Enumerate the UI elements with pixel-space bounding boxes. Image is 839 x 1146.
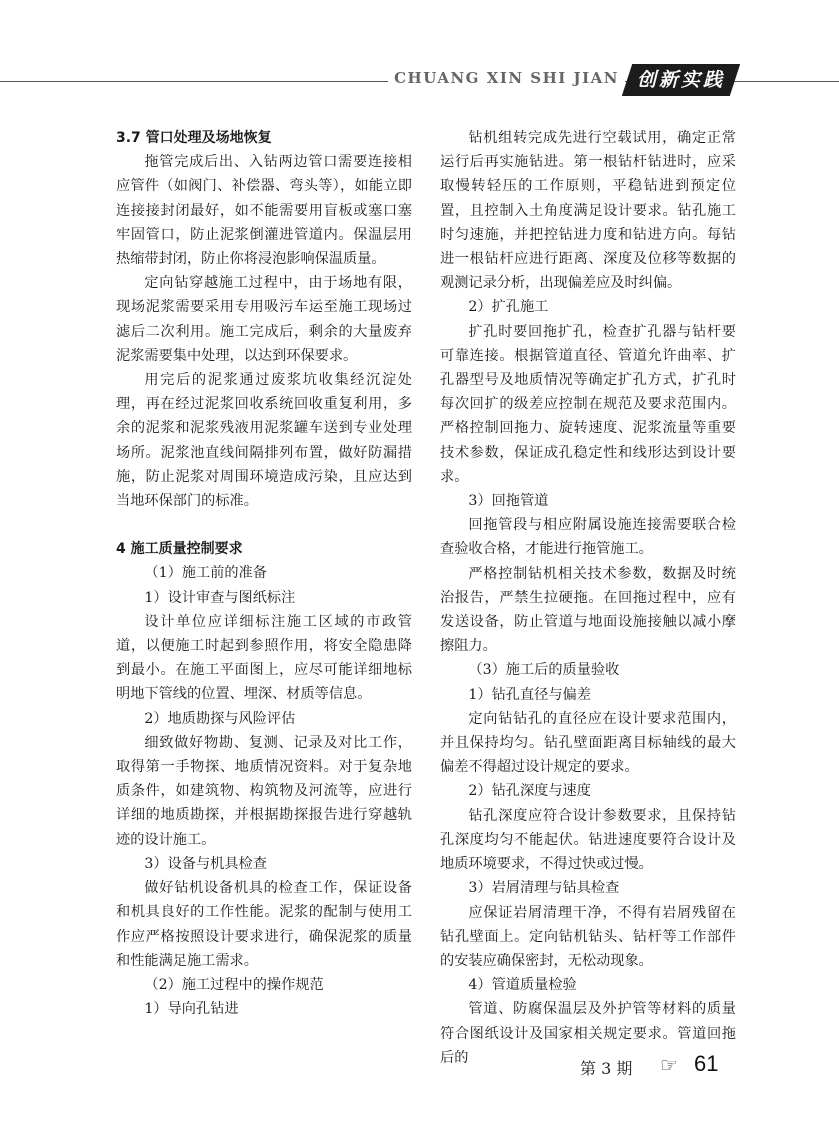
section-heading: 3.7 管口处理及场地恢复 — [116, 130, 272, 146]
body-paragraph: 应保证岩屑清理干净，不得有岩屑残留在钻孔壁面上。定向钻机钻头、钻杆等工作部件的安装应确保密封，无松动现象。 — [440, 904, 736, 969]
body-paragraph: 回拖管段与相应附属设施连接需要联合检查验收合格，才能进行拖管施工。 — [440, 517, 736, 558]
body-paragraph: 做好钻机设备机具的检查工作，保证设备和机具良好的工作性能。泥浆的配制与使用工作应严格按照设计要求进行，确保泥浆的质量和性能满足施工需求。 — [116, 880, 412, 969]
body-paragraph: 细致做好物勘、复测、记录及对比工作，取得第一手物探、地质情况资料。对于复杂地质条件，如建筑物、构筑物及河流等，应进行详细的地质勘探，并根据勘探报告进行穿越轨迹的设计施工。 — [116, 734, 412, 848]
section-gap — [116, 513, 412, 537]
subsection-heading: 2）地质勘探与风险评估 — [144, 710, 296, 727]
body-paragraph: 严格控制钻机相关技术参数，数据及时统治报告，严禁生拉硬拖。在回拖过程中，应有发送设备，防止管道与地面设施接触以减小摩擦阻力。 — [440, 565, 736, 655]
page-number: 61 — [694, 1051, 719, 1076]
subsection-heading: 3）设备与机具检查 — [144, 855, 267, 872]
body-paragraph: 设计单位应详细标注施工区域的市政管道，以便施工时起到参照作用，将安全隐患降到最小。在施工平面图上，应尽可能详细地标明地下管线的位置、埋深、材质等信息。 — [116, 613, 412, 703]
pointing-hand-icon: ☞ — [660, 1053, 678, 1077]
subsection-heading: 3）回拖管道 — [468, 493, 549, 510]
subsection-heading: 1）导向孔钻进 — [144, 1001, 239, 1018]
subsection-heading: 3）岩屑清理与钻具检查 — [468, 880, 620, 897]
issue-number: 第 3 期 — [580, 1059, 633, 1078]
running-header — [0, 62, 839, 100]
body-paragraph: 钻孔深度应符合设计参数要求，且保持钻孔深度均匀不能起伏。钻进速度要符合设计及地质环境要求，不得过快或过慢。 — [440, 807, 736, 873]
subsection-heading: 1）设计审查与图纸标注 — [144, 589, 296, 606]
body-paragraph: 扩孔时要回拖扩孔，检查扩孔器与钻杆要可靠连接。根据管道直径、管道允许曲率、扩孔器型号及地质情况等确定扩孔方式，扩孔时每次回扩的级差应控制在规范及要求范围内。严格控制回拖力、旋转速度、泥浆流量等重要技术参数，保证成孔稳定性和线形达到设计要求。 — [440, 323, 736, 485]
journal-badge — [622, 64, 740, 96]
subsection-heading: 2）扩孔施工 — [468, 299, 549, 316]
subsection-heading: 4）管道质量检验 — [468, 977, 577, 994]
left-column — [116, 126, 412, 1021]
body-paragraph: 定向钻钻孔的直径应在设计要求范围内，并且保持均匀。钻孔壁面距离目标轴线的最大偏差不得超过设计规定的要求。 — [440, 710, 736, 776]
journal-name-en: CHUANG XIN SHI JIAN — [388, 69, 625, 87]
body-paragraph: 钻机组转完成先进行空载试用，确定正常运行后再实施钻进。第一根钻杆钻进时，应采取慢转轻压的工作原则，平稳钻进到预定位置，且控制入土角度满足设计要求。钻孔施工时匀速施，并把控钻进力度和钻进方向。每钻进一根钻杆应进行距离、深度及位移等数据的观测记录分析，出现偏差应及时纠偏。 — [440, 130, 736, 292]
body-paragraph: 定向钻穿越施工过程中，由于场地有限，现场泥浆需要采用专用吸污车运至施工现场过滤后二次利用。施工完成后，剩余的大量废弃泥浆需要集中处理，以达到环保要求。 — [116, 275, 412, 364]
subsection-heading: 2）钻孔深度与速度 — [468, 783, 591, 800]
subsection-heading: （3）施工后的质量验收 — [468, 662, 620, 679]
body-paragraph: 用完后的泥浆通过废浆坑收集经沉淀处理，再在经过泥浆回收系统回收重复利用，多余的泥浆和泥浆残液用泥浆罐车送到专业处理场所。泥浆池直线间隔排列布置，做好防漏措施，防止泥浆对周围环境造成污染，且应达到当地环保部门的标准。 — [116, 372, 412, 510]
body-paragraph: 拖管完成后出、入钻两边管口需要连接相应管件（如阀门、补偿器、弯头等），如能立即连接接封闭最好，如不能需要用盲板或塞口塞牢固管口，防止泥浆倒灌进管道内。保温层用热缩带封闭，防止你将浸泡影响保温质量。 — [116, 154, 412, 268]
subsection-heading: （1）施工前的准备 — [144, 565, 267, 582]
right-column — [440, 126, 736, 1070]
body-paragraph: 管道、防腐保温层及外护管等材料的质量符合图纸设计及国家相关规定要求。管道回拖后的 — [440, 1001, 736, 1066]
subsection-heading: 1）钻孔直径与偏差 — [468, 686, 591, 703]
section-heading: 4 施工质量控制要求 — [116, 541, 243, 558]
subsection-heading: （2）施工过程中的操作规范 — [144, 976, 324, 993]
page-footer — [580, 1050, 750, 1080]
journal-name-cn: 创新实践 — [636, 69, 725, 91]
